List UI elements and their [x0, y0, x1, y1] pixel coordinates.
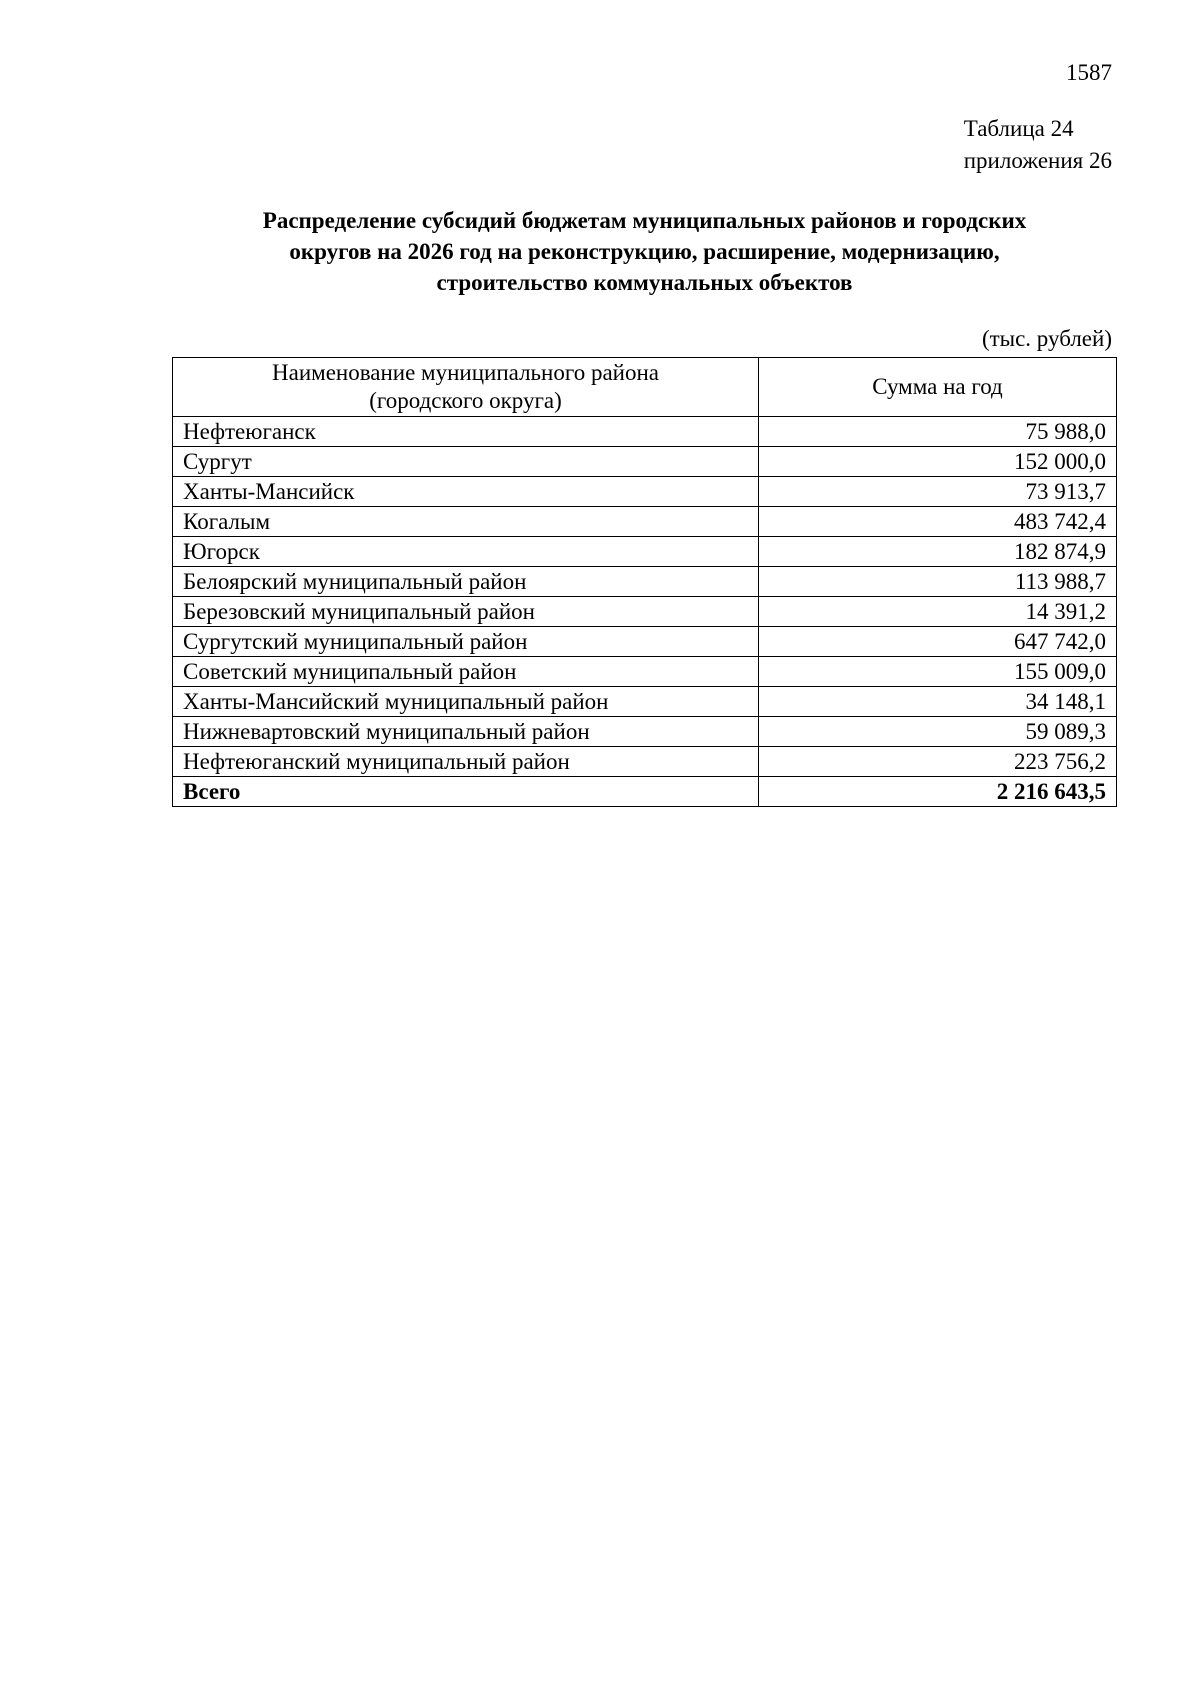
table-row: [173, 747, 1117, 777]
row-amount: 73 913,7: [759, 477, 1117, 507]
table-caption: [964, 113, 1112, 177]
table-row: [173, 507, 1117, 537]
row-name: Сургутский муниципальный район: [173, 627, 759, 657]
row-name: Белоярский муниципальный район: [173, 567, 759, 597]
table-row: [173, 597, 1117, 627]
row-amount: 14 391,2: [759, 597, 1117, 627]
header-name-line: (городского округа): [369, 388, 562, 413]
page-number: 1587: [1066, 60, 1112, 85]
row-name: Советский муниципальный район: [173, 657, 759, 687]
row-amount: 59 089,3: [759, 717, 1117, 747]
row-name: Ханты-Мансийский муниципальный район: [173, 687, 759, 717]
row-amount: 152 000,0: [759, 447, 1117, 477]
row-name: Нефтеюганск: [173, 417, 759, 447]
table-row: [173, 627, 1117, 657]
table-row: [173, 567, 1117, 597]
table-total-row: [173, 777, 1117, 807]
row-name: Нижневартовский муниципальный район: [173, 717, 759, 747]
row-name: Березовский муниципальный район: [173, 597, 759, 627]
document-title-line: Распределение субсидий бюджетам муниципальных районов и городских: [262, 208, 1027, 233]
row-name: Сургут: [173, 447, 759, 477]
table-row: [173, 477, 1117, 507]
row-name: Нефтеюганский муниципальный район: [173, 747, 759, 777]
row-amount: 155 009,0: [759, 657, 1117, 687]
table-row: [173, 687, 1117, 717]
header-amount: Сумма на год: [759, 358, 1117, 417]
table-caption-line: приложения 26: [963, 148, 1112, 173]
document-title-line: округов на 2026 год на реконструкцию, расширение, модернизацию,: [289, 239, 1000, 264]
table-row: [173, 447, 1117, 477]
table-caption-line: Таблица 24: [963, 116, 1074, 141]
total-label: Всего: [173, 777, 759, 807]
table-row: [173, 537, 1117, 567]
row-amount: 647 742,0: [759, 627, 1117, 657]
row-name: Когалым: [173, 507, 759, 537]
header-name: [173, 358, 759, 417]
table-header-row: [173, 358, 1117, 417]
header-name-line: Наименование муниципального района: [272, 360, 659, 385]
document-title: [172, 205, 1117, 298]
total-amount: 2 216 643,5: [759, 777, 1117, 807]
document-title-line: строительство коммунальных объектов: [436, 270, 853, 295]
row-amount: 182 874,9: [759, 537, 1117, 567]
table-row: [173, 717, 1117, 747]
row-amount: 223 756,2: [759, 747, 1117, 777]
row-amount: 483 742,4: [759, 507, 1117, 537]
table-row: [173, 417, 1117, 447]
units-note: (тыс. рублей): [981, 326, 1112, 351]
row-amount: 113 988,7: [759, 567, 1117, 597]
row-name: Югорск: [173, 537, 759, 567]
table-row: [173, 657, 1117, 687]
row-name: Ханты-Мансийск: [173, 477, 759, 507]
subsidy-table: [172, 357, 1117, 807]
row-amount: 75 988,0: [759, 417, 1117, 447]
row-amount: 34 148,1: [759, 687, 1117, 717]
